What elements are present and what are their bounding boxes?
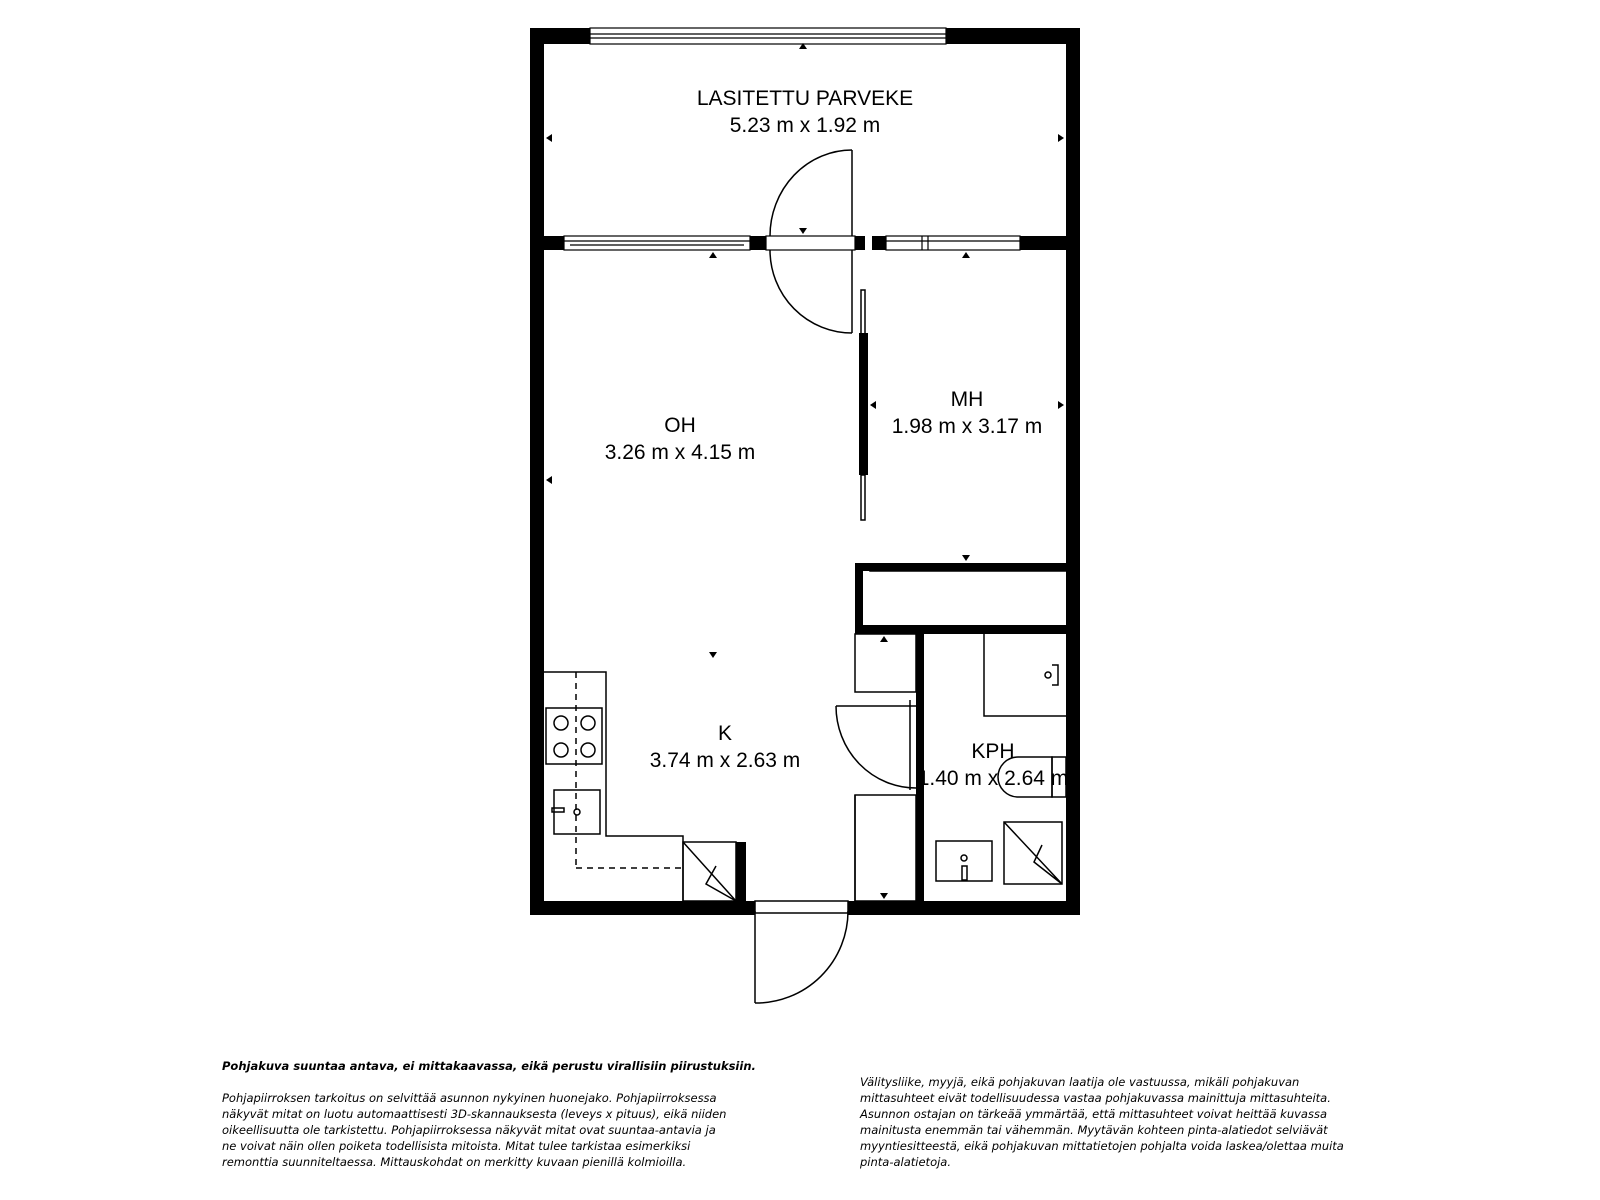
windows	[564, 28, 1020, 250]
disclaimer-line: oikeellisuutta ole tarkistettu. Pohjapiirroksessa näkyvät mitat ovat suuntaa-antavia ja	[222, 1123, 716, 1137]
room-label-balcony	[680, 85, 930, 139]
room-name: K	[717, 722, 732, 745]
washbasin-icon	[936, 841, 992, 881]
room-dimensions: 3.26 m x 4.15 m	[604, 441, 756, 464]
room-name: LASITETTU PARVEKE	[696, 87, 914, 110]
disclaimer-line: ne voivat näin ollen poiketa todellisista mitoista. Mitat tulee tarkistaa esimerkiksi	[222, 1139, 691, 1153]
kitchen-counter	[544, 672, 736, 901]
shower-icon	[984, 634, 1066, 716]
disclaimer-line: mittasuhteet eivät todellisuudessa vastaa pohjakuvassa mainittuja mittasuhteita.	[860, 1091, 1331, 1105]
room-name: OH	[664, 414, 696, 437]
disclaimer-line: myyntiesitteestä, eikä pohjakuvan mittatietojen pohjalta voida laskea/olettaa muita	[860, 1139, 1344, 1153]
doors	[755, 150, 1066, 1003]
room-name: KPH	[971, 740, 1015, 763]
disclaimer-line: Pohjapiirroksen tarkoitus on selvittää asunnon nykyinen huonejako. Pohjapiirroksessa	[222, 1091, 717, 1105]
disclaimer-left	[222, 1058, 782, 1170]
disclaimer-line: remonttia suunniteltaessa. Mittauskohdat on merkitty kuvaan pienillä kolmioilla.	[222, 1155, 687, 1169]
washing-machine-icon	[1004, 822, 1062, 884]
room-name: MH	[950, 388, 984, 411]
room-dimensions: 1.40 m x 2.64 m	[917, 767, 1069, 790]
room-label-bathroom	[908, 738, 1078, 792]
room-dimensions: 1.98 m x 3.17 m	[891, 415, 1043, 438]
disclaimer-line: Asunnon ostajan on tärkeää ymmärtää, että mittasuhteet voivat heittää kuvassa	[860, 1107, 1327, 1121]
disclaimer-line: Välitysliike, myyjä, eikä pohjakuvan laatija ole vastuussa, mikäli pohjakuvan	[860, 1075, 1300, 1089]
stove-icon	[546, 708, 602, 764]
room-label-bedroom	[872, 386, 1062, 440]
room-label-kitchen	[620, 720, 830, 774]
room-dimensions: 5.23 m x 1.92 m	[729, 114, 881, 137]
disclaimer-line: pinta-alatietoja.	[860, 1155, 952, 1169]
disclaimer-line: näkyvät mitat on luotu automaattisesti 3D-skannauksesta (leveys x pituus), eikä niiden	[222, 1107, 727, 1121]
interior-walls	[530, 236, 1080, 915]
room-label-living	[580, 412, 780, 466]
disclaimer-heading: Pohjakuva suuntaa antava, ei mittakaavassa, eikä perustu virallisiin piirustuksiin.	[222, 1059, 756, 1073]
disclaimer-right	[860, 1074, 1420, 1170]
room-dimensions: 3.74 m x 2.63 m	[649, 749, 801, 772]
disclaimer-line: mainitusta enemmän tai vähemmän. Myytävän kohteen pinta-alatiedot selviävät	[860, 1123, 1328, 1137]
